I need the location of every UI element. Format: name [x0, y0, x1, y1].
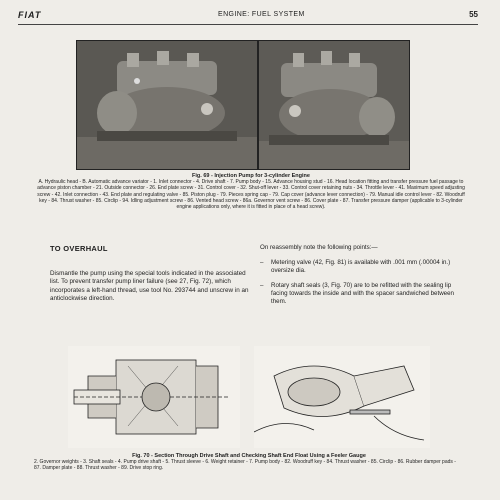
figure-69-title: Fig. 69 - Injection Pump for 3-cylinder Engine — [192, 173, 310, 179]
reassembly-notes — [260, 244, 460, 312]
pump-photo-left — [76, 40, 258, 170]
figure-69-legend: A. Hydraulic head - B. Automatic advance variator - 1. Inlet connector - 4. Drive shaft - 7. Pump body - 15. Advance housing stud - 16. Head location fitting and transfer pressure fuel passage to advance piston chamber - 21. Outside connector - 26. End plate screw - 31. Control cover - 32. Shut-off lever - 33. Control cover retaining nuts - 34. Throttle lever - 41. Maximum speed adjusting screw - 42. Inlet connection - 43. End plate and regulating valve - 85. Piston plug - 79. Pieces spring cap - 79. Cap cover (advance lever connection) - 79. Manual idle control lever - 82. Woodruff key - 84. Thrust washer - 85. Circlip - 94. Idling adjustment screw - 86. Vented head screw - 86a. Governor vent screw - 86. Cover plate - 87. Transfer pressure damper (applicable to 3-cylinder engine applications only, where it is fitted in place of a head screw). — [37, 179, 465, 211]
list-item-text: Rotary shaft seals (3, Fig. 70) are to be refitted with the sealing lip facing towards the inside and with the spacer sandwiched between them. — [271, 281, 454, 306]
list-item — [260, 282, 460, 307]
brand-logo: FIAT — [18, 10, 42, 20]
list-item-text: Metering valve (42, Fig. 81) is available with .001 mm (.00004 in.) oversize dia. — [271, 259, 451, 275]
list-item — [260, 259, 460, 275]
figure-70-legend: 2. Governor weights - 3. Shaft seals - 4. Pump drive shaft - 5. Thrust sleeve - 6. Weight retainer - 7. Pump body - 82. Woodruff key - 84. Thrust washer - 85. Circlip - 86. Rubber damper pads - 87. Damper plate - 88. Thrust washer - 89. Drive stop ring. — [34, 459, 456, 472]
overhaul-paragraph: Dismantle the pump using the special tools indicated in the associated list. To prevent transfer pump liner failure (see 27, Fig. 72), which incorporates a left-hand thread, use tool No. 293744 and unscrew in an anticlockwise direction. — [50, 270, 249, 303]
figure-70-caption — [34, 453, 464, 472]
list-dash: – — [260, 281, 264, 289]
list-dash: – — [260, 259, 264, 267]
feeler-gauge-illustration — [254, 346, 430, 448]
figure-70-title: Fig. 70 - Section Through Drive Shaft and Checking Shaft End Float Using a Feeler Gauge — [132, 453, 366, 459]
page-header — [18, 10, 478, 25]
figure-69-caption — [34, 173, 468, 210]
page-title: ENGINE: FUEL SYSTEM — [218, 11, 305, 18]
drive-shaft-section-drawing — [68, 346, 240, 448]
pump-photo-right — [258, 40, 410, 170]
page-number: 55 — [469, 10, 478, 19]
section-heading: TO OVERHAUL — [50, 244, 108, 253]
reassembly-intro: On reassembly note the following points:— — [260, 244, 378, 251]
